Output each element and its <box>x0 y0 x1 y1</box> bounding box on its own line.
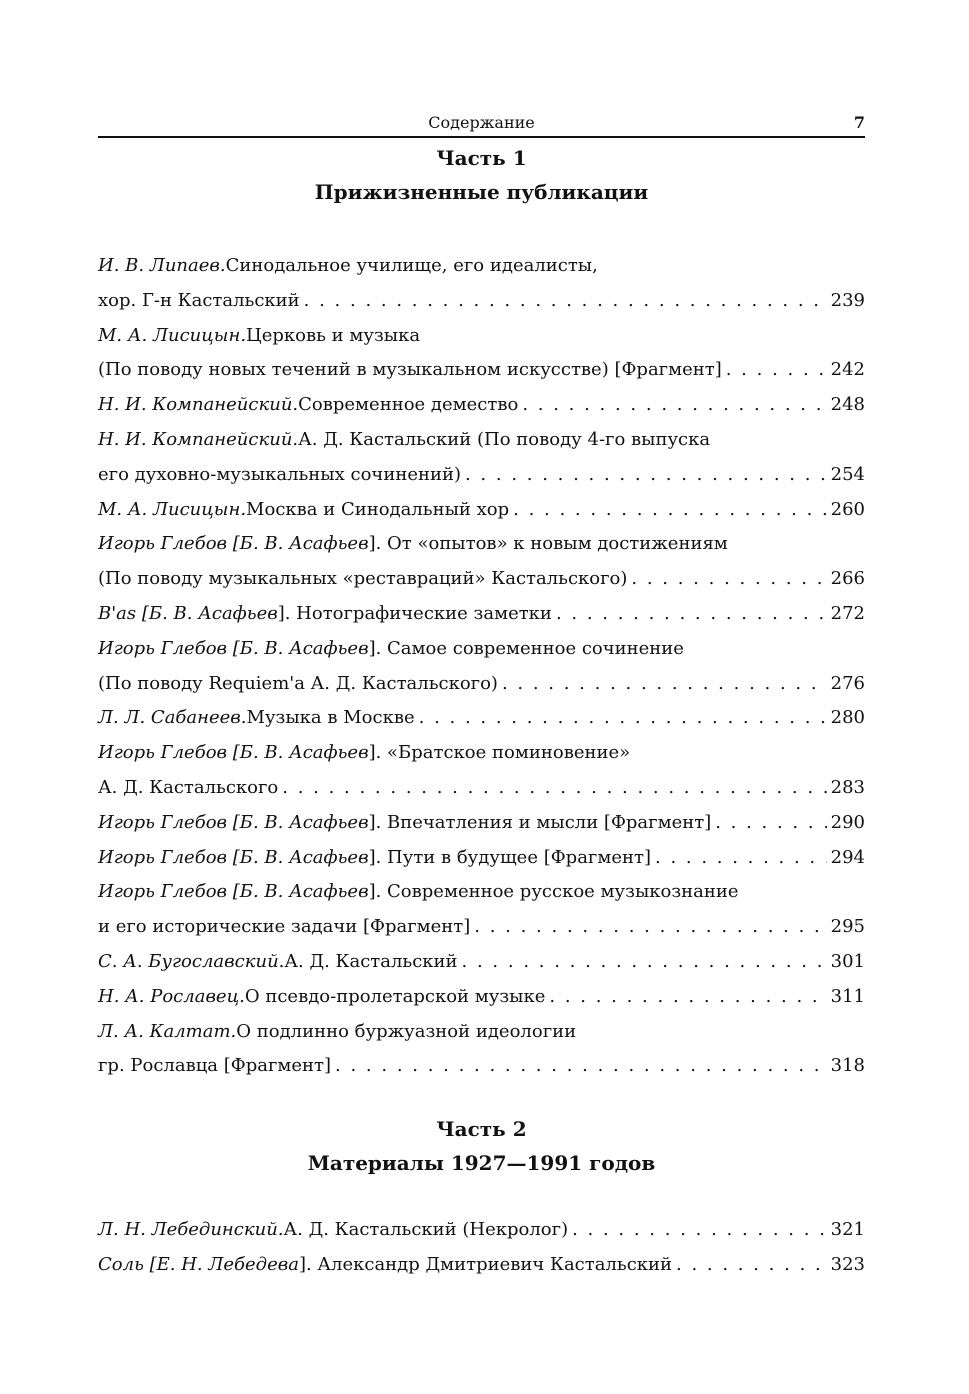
dot-leader <box>631 562 826 597</box>
entry-author: Л. Л. Сабанеев. <box>98 707 247 729</box>
entry-title: ]. Александр Дмитриевич Кастальский <box>298 1253 673 1275</box>
entry-author-real-name: Б. В. Асафьев <box>239 846 369 868</box>
dot-leader <box>513 493 826 528</box>
entry-author-real-name: Б. В. Асафьев <box>239 533 369 555</box>
toc-entry <box>98 701 865 736</box>
toc-entry <box>98 388 865 423</box>
part-2-label: Часть 2 <box>436 1117 527 1141</box>
entry-title: Современное демество <box>298 394 519 416</box>
dot-leader <box>715 806 826 841</box>
entry-page-number: 294 <box>830 846 865 868</box>
toc-entry-continuation <box>98 458 865 493</box>
entry-title-line-1: ]. От «опытов» к новым достижениям <box>368 533 728 555</box>
dot-leader <box>282 771 826 806</box>
toc-entry <box>98 597 865 632</box>
entry-author: Л. А. Калтат. <box>98 1020 237 1042</box>
toc-entry <box>98 875 865 910</box>
entry-author: Н. И. Компанейский. <box>98 428 299 450</box>
entry-page-number: 266 <box>830 568 865 590</box>
dot-leader <box>462 945 827 980</box>
entry-page-number: 321 <box>830 1219 865 1240</box>
part-1-heading <box>98 141 865 209</box>
entry-page-number: 239 <box>830 289 865 311</box>
entry-title-line-2: его духовно-музыкальных сочинений) <box>98 463 461 485</box>
entry-page-number: 295 <box>830 916 865 938</box>
entry-title-line-1: Синодальное училище, его идеалисты, <box>225 255 598 276</box>
entry-page-number: 323 <box>830 1253 865 1275</box>
entry-page-number: 290 <box>830 811 865 833</box>
dot-leader <box>655 841 827 876</box>
entry-author: Игорь Глебов [ <box>98 881 240 903</box>
entry-title: Москва и Синодальный хор <box>246 498 510 520</box>
entry-title-line-1: А. Д. Кастальский (По поводу 4-го выпуска <box>298 428 711 450</box>
entry-author: Игорь Глебов [ <box>98 742 240 764</box>
entry-page-number: 242 <box>830 359 865 381</box>
entry-author: С. А. Бугославский. <box>98 950 285 972</box>
entry-author-real-name: Б. В. Асафьев <box>239 742 369 764</box>
toc-entry <box>98 736 865 771</box>
entry-author: Л. Н. Лебединский. <box>98 1219 284 1240</box>
dot-leader <box>474 910 826 945</box>
entry-title: А. Д. Кастальский <box>284 950 458 972</box>
toc-part-1 <box>98 249 865 1084</box>
entry-title-line-1: ]. Самое современное сочинение <box>368 637 684 659</box>
entry-author-real-name: Е. Н. Лебедева <box>156 1253 299 1275</box>
entry-author: Игорь Глебов [ <box>98 846 240 868</box>
entry-title-line-1: ]. «Братское поминовение» <box>368 742 631 764</box>
entry-author: Игорь Глебов [ <box>98 533 240 555</box>
dot-leader <box>304 284 827 319</box>
toc-entry <box>98 423 865 458</box>
entry-page-number: 283 <box>830 776 865 798</box>
entry-author: М. А. Лисицын. <box>98 324 247 346</box>
dot-leader <box>676 1248 827 1283</box>
dot-leader <box>726 353 827 388</box>
toc-entry <box>98 806 865 841</box>
entry-author: Игорь Глебов [ <box>98 637 240 659</box>
dot-leader <box>465 458 827 493</box>
entry-title-line-1: ]. Современное русское музыкознание <box>368 881 739 903</box>
dot-leader <box>419 701 827 736</box>
toc-entry-continuation <box>98 353 865 388</box>
entry-page-number: 311 <box>830 985 865 1007</box>
entry-page-number: 318 <box>830 1055 865 1077</box>
part-1-label: Часть 1 <box>436 146 527 170</box>
toc-entry <box>98 945 865 980</box>
toc-part-2 <box>98 1213 865 1283</box>
running-title: Содержание <box>428 113 535 132</box>
dot-leader <box>335 1049 827 1084</box>
entry-title: О псевдо-пролетарской музыке <box>244 985 546 1007</box>
toc-entry-continuation <box>98 1049 865 1084</box>
entry-page-number: 276 <box>830 672 865 694</box>
entry-page-number: 301 <box>830 950 865 972</box>
toc-entry <box>98 1248 865 1283</box>
toc-entry <box>98 527 865 562</box>
part-1-title: Прижизненные публикации <box>314 180 649 204</box>
part-2-title: Материалы 1927—1991 годов <box>307 1151 656 1175</box>
entry-title-line-2: (По поводу Requiem'а А. Д. Кастальского) <box>98 672 498 694</box>
entry-title: ]. Впечатления и мысли [Фрагмент] <box>368 811 712 833</box>
entry-title-line-1: О подлинно буржуазной идеологии <box>236 1020 577 1042</box>
dot-leader <box>556 597 827 632</box>
dot-leader <box>502 667 827 702</box>
entry-title: А. Д. Кастальский (Некролог) <box>283 1219 569 1240</box>
entry-author: Н. И. Компанейский. <box>98 394 299 416</box>
entry-author-real-name: Б. В. Асафьев <box>239 881 369 903</box>
page-number: 7 <box>853 113 865 132</box>
toc-entry-continuation <box>98 771 865 806</box>
entry-author: Н. А. Рославец. <box>98 985 245 1007</box>
toc-entry-continuation <box>98 910 865 945</box>
part-2-heading <box>98 1112 865 1180</box>
toc-entry <box>98 1015 865 1050</box>
entry-author-real-name: Б. В. Асафьев <box>239 811 369 833</box>
entry-author-real-name: Б. В. Асафьев <box>239 637 369 659</box>
dot-leader <box>572 1213 827 1248</box>
toc-entry-continuation <box>98 562 865 597</box>
toc-entry <box>98 319 865 354</box>
entry-title-line-2: и его исторические задачи [Фрагмент] <box>98 916 471 938</box>
entry-page-number: 254 <box>830 463 865 485</box>
toc-entry-continuation <box>98 284 865 319</box>
dot-leader <box>549 980 826 1015</box>
entry-page-number: 272 <box>830 602 865 624</box>
entry-title-line-1: Церковь и музыка <box>246 324 421 346</box>
dot-leader <box>522 388 826 423</box>
entry-author: Соль [ <box>98 1253 157 1275</box>
entry-author-real-name: Б. В. Асафьев <box>148 602 278 624</box>
entry-author: И. В. Липаев. <box>98 255 226 276</box>
entry-title: Музыка в Москве <box>246 707 415 729</box>
toc-entry <box>98 632 865 667</box>
toc-entry <box>98 841 865 876</box>
entry-page-number: 280 <box>830 707 865 729</box>
entry-title: ]. Пути в будущее [Фрагмент] <box>368 846 651 868</box>
toc-entry <box>98 980 865 1015</box>
toc-entry <box>98 1213 865 1248</box>
entry-title-line-2: (По поводу новых течений в музыкальном искусстве) [Фрагмент] <box>98 359 722 381</box>
toc-entry <box>98 249 865 284</box>
entry-author: Игорь Глебов [ <box>98 811 240 833</box>
running-header <box>98 112 865 138</box>
entry-page-number: 260 <box>830 498 865 520</box>
entry-title-line-2: А. Д. Кастальского <box>98 776 279 798</box>
toc-entry <box>98 493 865 528</box>
entry-title-line-2: гр. Рославца [Фрагмент] <box>98 1055 332 1077</box>
entry-author: М. А. Лисицын. <box>98 498 247 520</box>
entry-title-line-2: хор. Г-н Кастальский <box>98 289 300 311</box>
entry-author: B'as [ <box>98 602 149 624</box>
entry-title-line-2: (По поводу музыкальных «реставраций» Кастальского) <box>98 568 628 590</box>
entry-title: ]. Нотографические заметки <box>277 602 552 624</box>
toc-entry-continuation <box>98 667 865 702</box>
entry-page-number: 248 <box>830 394 865 416</box>
